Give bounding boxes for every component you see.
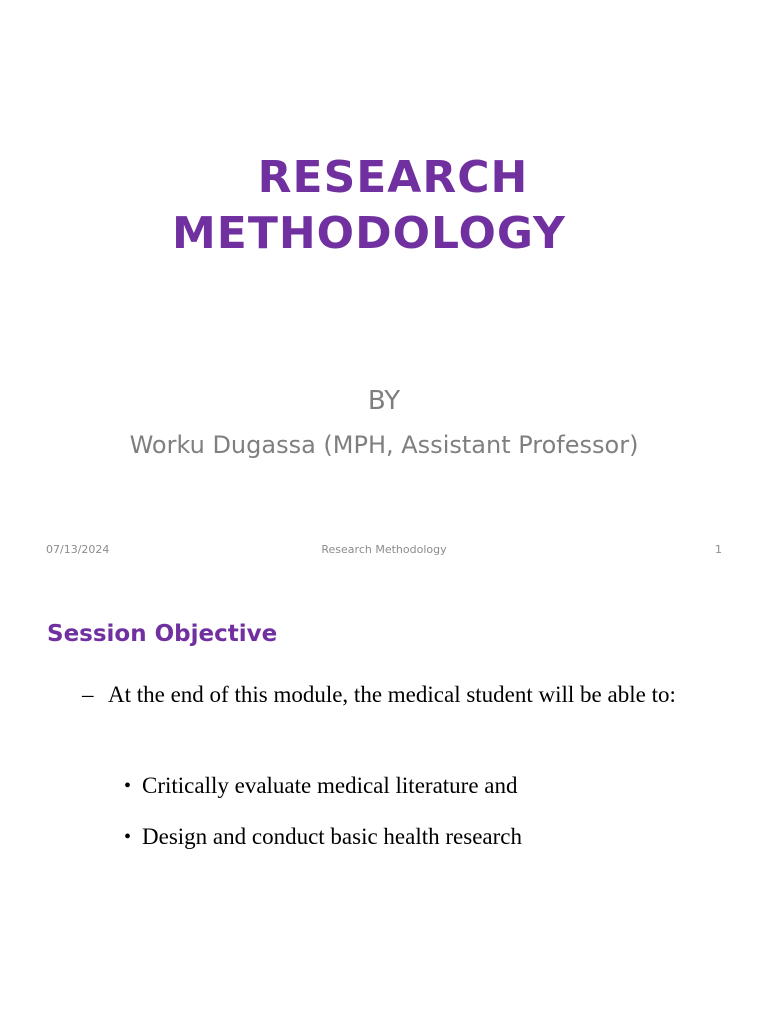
slide-title-line-1: RESEARCH	[257, 152, 529, 203]
objective-item	[124, 770, 518, 802]
objective-item-text: Design and conduct basic health research	[142, 824, 522, 849]
bullet-icon: •	[124, 775, 132, 797]
bullet-icon: •	[124, 826, 132, 848]
slide-title-line-2: METHODOLOGY	[172, 208, 566, 259]
footer-date: 07/13/2024	[46, 543, 110, 556]
objective-intro	[82, 672, 722, 718]
slide-2	[0, 576, 768, 1024]
objective-intro-text: At the end of this module, the medical student will be able to:	[108, 682, 676, 707]
objective-item	[124, 821, 522, 853]
author-name: Worku Dugassa (MPH, Assistant Professor)	[129, 431, 639, 459]
footer-title: Research Methodology	[321, 543, 447, 556]
objective-item-text: Critically evaluate medical literature and	[142, 773, 518, 798]
dash-bullet-icon: –	[82, 682, 94, 707]
footer-page-number: 1	[715, 543, 722, 556]
by-label: BY	[367, 386, 401, 416]
section-title: Session Objective	[47, 621, 278, 647]
